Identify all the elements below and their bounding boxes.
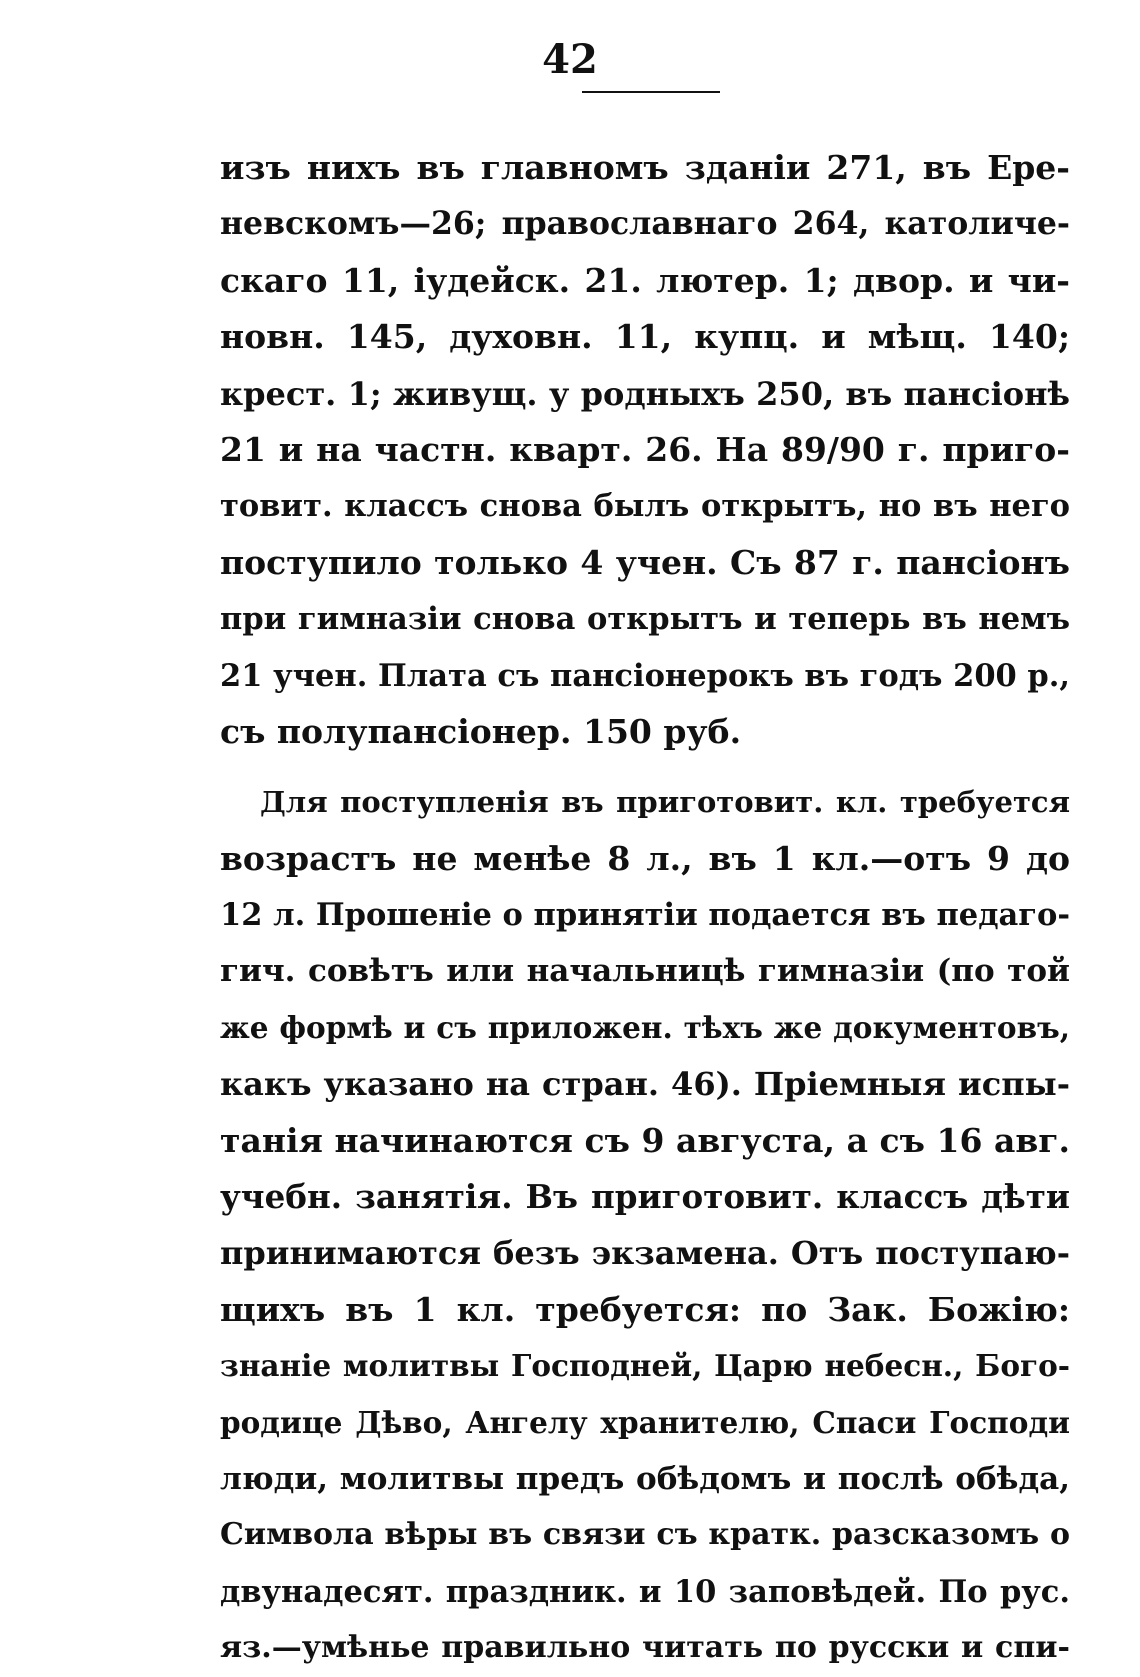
text-line: яз.—умѣнье правильно читать по русски и спи- bbox=[220, 1630, 1070, 1666]
text-line: родице Дѣво, Ангелу хранителю, Спаси Господи bbox=[220, 1404, 1070, 1440]
text-line: изъ нихъ въ главномъ зданіи 271, въ Ере- bbox=[220, 148, 1070, 187]
text-line: щихъ въ 1 кл. требуется: по Зак. Божію: bbox=[220, 1289, 1070, 1329]
text-line: люди, молитвы предъ обѣдомъ и послѣ обѣда, bbox=[220, 1460, 1070, 1497]
text-line: танія начинаются съ 9 августа, а съ 16 авг. bbox=[220, 1120, 1070, 1160]
text-line: принимаются безъ экзамена. Отъ поступаю- bbox=[220, 1234, 1070, 1273]
text-line: возрастъ не менѣе 8 л., въ 1 кл.—отъ 9 до bbox=[220, 838, 1070, 878]
text-line: Для поступленія въ приготовит. кл. требуется bbox=[260, 785, 1070, 820]
text-line: какъ указано на стран. 46). Пріемныя испы- bbox=[220, 1065, 1070, 1104]
text-line: учебн. занятія. Въ приготовит. классъ дѣти bbox=[220, 1177, 1070, 1217]
paragraph-1 bbox=[220, 140, 1070, 760]
text-line: скаго 11, іудейск. 21. лютер. 1; двор. и чи- bbox=[220, 260, 1070, 300]
text-line: 21 и на частн. кварт. 26. На 89/90 г. приго- bbox=[220, 429, 1070, 469]
text-line: товит. классъ снова былъ открытъ, но въ него bbox=[220, 488, 1070, 525]
page-number-rule bbox=[582, 91, 720, 93]
text-line: при гимназіи снова открытъ и теперь въ немъ bbox=[220, 601, 1070, 638]
text-line: крест. 1; живущ. у родныхъ 250, въ пансіонѣ bbox=[220, 374, 1070, 413]
text-line: гич. совѣтъ или начальницѣ гимназіи (по той bbox=[220, 953, 1070, 990]
text-line: новн. 145, духовн. 11, купц. и мѣщ. 140; bbox=[220, 317, 1070, 357]
text-line: знаніе молитвы Господней, Царю небесн., Бого- bbox=[220, 1348, 1070, 1384]
text-line: двунадесят. праздник. и 10 заповѣдей. По рус. bbox=[220, 1573, 1070, 1610]
paragraph-gap bbox=[220, 760, 1070, 774]
text-line: поступило только 4 учен. Съ 87 г. пансіонъ bbox=[220, 542, 1070, 582]
text-line: же формѣ и съ приложен. тѣхъ же документовъ, bbox=[220, 1009, 1070, 1045]
text-line: Символа вѣры въ связи съ кратк. разсказомъ о bbox=[220, 1517, 1070, 1553]
text-line: невскомъ—26; православнаго 264, католиче- bbox=[220, 205, 1070, 243]
paragraph-2 bbox=[220, 774, 1070, 1676]
text-line: 21 учен. Плата съ пансіонерокъ въ годъ 200 р., bbox=[220, 657, 1070, 694]
body-text bbox=[220, 140, 1070, 1677]
page-number: 42 bbox=[542, 36, 598, 83]
text-line: съ полупансіонер. 150 руб. bbox=[220, 711, 742, 751]
text-line: 12 л. Прошеніе о принятіи подается въ педаго- bbox=[220, 897, 1070, 934]
